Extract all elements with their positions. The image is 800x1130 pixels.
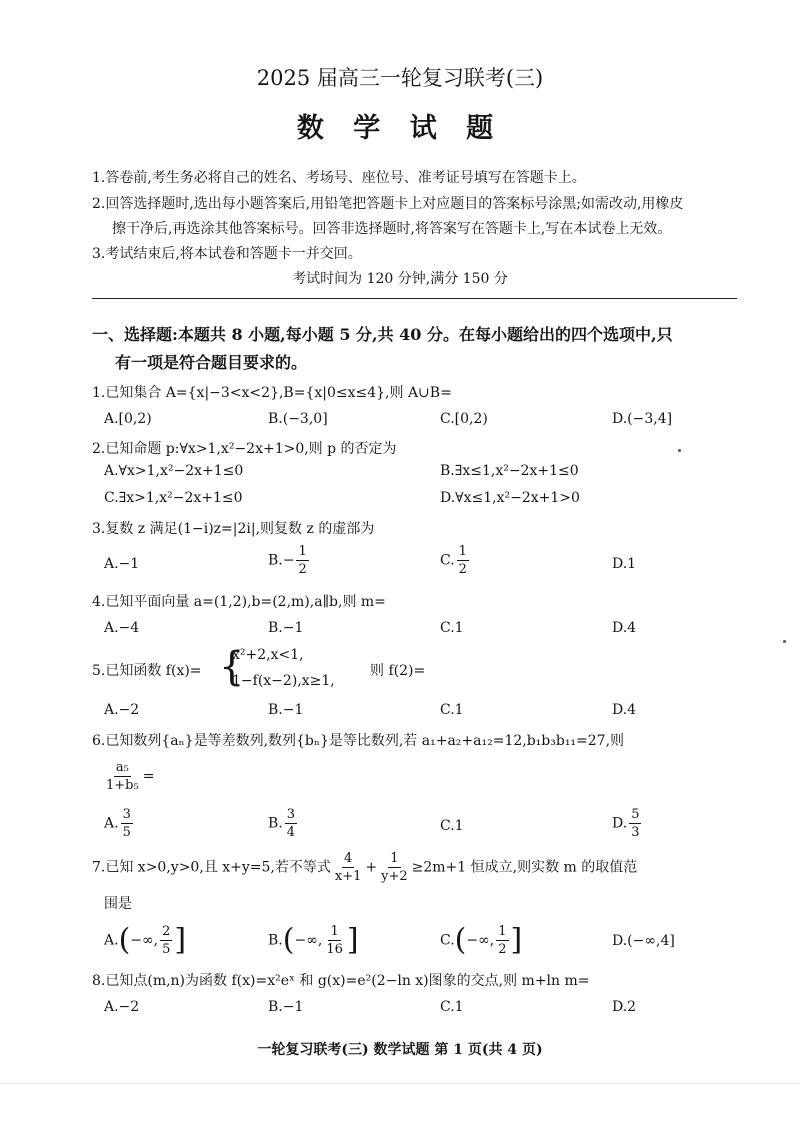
- q7-frac2-num: 1: [390, 851, 399, 866]
- q7-option-b-label: B.: [268, 932, 283, 949]
- q5-case1: x²+2,x<1,: [232, 647, 304, 663]
- q6-option-b-num: 3: [286, 807, 296, 822]
- q7-option-a-den: 5: [162, 942, 171, 957]
- q3-option-c-num: 1: [458, 544, 467, 559]
- q7-stem-mid: ≥2m+1 恒成立,则实数 m 的取值范: [411, 859, 638, 876]
- scan-bottom-edge: [0, 1083, 800, 1084]
- q5-option-d: D.4: [612, 702, 637, 718]
- q6-option-b-den: 4: [286, 825, 296, 840]
- q7-frac2-den: y+2: [381, 869, 408, 884]
- q2-option-b: B.∃x≤1,x²−2x+1≤0: [440, 463, 579, 479]
- q8-option-a: A.−2: [104, 999, 140, 1015]
- q2-option-d: D.∀x≤1,x²−2x+1>0: [440, 490, 580, 506]
- q3-option-b: [268, 545, 311, 576]
- q7-option-b-num: 1: [330, 924, 339, 939]
- instruction-3: 3.考试结束后,将本试卷和答题卡一并交回。: [92, 246, 362, 262]
- q5-stem-prefix: 5.已知函数 f(x)=: [92, 663, 202, 679]
- instruction-2-cont: 擦干净后,再选涂其他答案标号。回答非选择题时,将答案写在答题卡上,写在本试卷上无效。: [112, 221, 672, 237]
- q8-option-d: D.2: [612, 999, 637, 1015]
- q5-brace: {: [219, 644, 245, 690]
- q7-option-d: D.(−∞,4]: [612, 933, 675, 949]
- q6-option-b-label: B.: [268, 815, 283, 832]
- q7-option-a-open: (: [118, 922, 131, 958]
- q1-stem: 1.已知集合 A={x|−3<x<2},B={x|0≤x≤4},则 A∪B=: [92, 385, 452, 401]
- q6-option-b: [268, 808, 299, 839]
- q5-stem-suffix: 则 f(2)=: [370, 663, 426, 679]
- q3-option-c-label: C.: [440, 552, 455, 569]
- q7-plus: +: [365, 859, 378, 876]
- q7-option-b-fraction: [324, 925, 345, 956]
- q1-option-c: C.[0,2): [440, 411, 488, 427]
- q3-fraction-den: 2: [298, 562, 307, 577]
- scan-speck: [783, 640, 786, 643]
- q5-option-b: B.−1: [268, 702, 304, 718]
- q4-option-b: B.−1: [268, 620, 304, 636]
- q6-option-a: [104, 808, 135, 839]
- q7-option-c-close: ]: [510, 922, 523, 958]
- q5-option-c: C.1: [440, 702, 464, 718]
- q1-option-b: B.(−3,0]: [268, 411, 328, 427]
- q7-option-b: [268, 922, 359, 958]
- q6-expression-fraction: [104, 761, 141, 792]
- q3-option-b-label: B.−: [268, 552, 295, 569]
- q6-option-d-den: 3: [631, 825, 640, 840]
- time-info: 考试时间为 120 分钟,满分 150 分: [292, 271, 508, 287]
- q7-option-b-open: (: [282, 922, 295, 958]
- q7-stem-prefix: 7.已知 x>0,y>0,且 x+y=5,若不等式: [92, 859, 331, 876]
- q6-expr-den: 1+b₅: [106, 778, 139, 793]
- q7-option-c-num: 1: [498, 924, 507, 939]
- q7-option-c-neginf: −∞,: [466, 932, 495, 949]
- q7-option-c-open: (: [454, 922, 467, 958]
- exam-title: 2025 届高三一轮复习联考(三): [256, 66, 544, 90]
- q2-option-c: C.∃x>1,x²−2x+1≤0: [104, 490, 243, 506]
- q3-option-a: A.−1: [104, 556, 140, 572]
- q6-option-a-num: 3: [122, 807, 131, 822]
- q3-option-d: D.1: [612, 556, 637, 572]
- q8-option-c: C.1: [440, 999, 464, 1015]
- q4-option-a: A.−4: [104, 620, 140, 636]
- q5-option-a: A.−2: [104, 702, 140, 718]
- q6-option-a-fraction: [121, 808, 133, 839]
- q7-frac1-num: 4: [343, 851, 353, 866]
- q6-option-a-den: 5: [122, 825, 131, 840]
- section1-heading-cont: 有一项是符合题目要求的。: [115, 353, 308, 372]
- q4-option-d: D.4: [612, 620, 637, 636]
- q7-fraction-2: [379, 852, 410, 883]
- q7-option-a-close: ]: [174, 922, 187, 958]
- q1-option-a: A.[0,2): [104, 411, 152, 427]
- q3-fraction-num: 1: [298, 544, 307, 559]
- q4-stem: 4.已知平面向量 a=(1,2),b=(2,m),a∥b,则 m=: [92, 594, 386, 610]
- q3-option-c: [440, 545, 471, 576]
- q7-option-a-fraction: [160, 925, 172, 956]
- q3-option-c-den: 2: [458, 562, 467, 577]
- q8-stem: 8.已知点(m,n)为函数 f(x)=x²eˣ 和 g(x)=e²(2−ln x)图象的交点,则 m+ln m=: [92, 973, 590, 989]
- section1-heading: 一、选择题:本题共 8 小题,每小题 5 分,共 40 分。在每小题给出的四个选项中,只: [92, 325, 673, 344]
- q3-option-c-fraction: [457, 545, 469, 576]
- q7-option-a: [104, 922, 187, 958]
- q2-option-a: A.∀x>1,x²−2x+1≤0: [104, 463, 244, 479]
- q4-option-c: C.1: [440, 620, 464, 636]
- q2-stem: 2.已知命题 p:∀x>1,x²−2x+1>0,则 p 的否定为: [92, 441, 397, 457]
- q7-option-c-label: C.: [440, 932, 455, 949]
- page-footer: 一轮复习联考(三) 数学试题 第 1 页(共 4 页): [257, 1042, 543, 1058]
- q3-stem: 3.复数 z 满足(1−i)z=|2i|,则复数 z 的虚部为: [92, 521, 375, 537]
- q7-option-a-num: 2: [162, 924, 171, 939]
- q6-option-d-label: D.: [612, 815, 628, 832]
- q7-option-a-neginf: −∞,: [130, 932, 159, 949]
- q8-option-b: B.−1: [268, 999, 304, 1015]
- q6-expr-num: a₅: [115, 760, 129, 775]
- q6-stem: 6.已知数列{aₙ}是等差数列,数列{bₙ}是等比数列,若 a₁+a₂+a₁₂=12,b₁b₃b₁₁=27,则: [92, 733, 625, 749]
- q7-option-c-den: 2: [498, 942, 507, 957]
- q6-option-d-fraction: [629, 808, 641, 839]
- instruction-2: 2.回答选择题时,选出每小题答案后,用铅笔把答题卡上对应题目的答案标号涂黑;如需改动,用橡皮: [92, 196, 684, 212]
- q7-option-c: [440, 922, 523, 958]
- q7-stem-line2: 围是: [104, 896, 132, 912]
- q5-case2: 1−f(x−2),x≥1,: [232, 673, 335, 689]
- q6-expression: [102, 761, 154, 792]
- header-divider: [92, 298, 737, 299]
- q6-option-d-num: 5: [631, 807, 640, 822]
- q7-option-c-fraction: [496, 925, 508, 956]
- scan-speck: [678, 449, 681, 452]
- q3-option-b-fraction: [296, 545, 308, 576]
- q7-frac1-den: x+1: [334, 869, 362, 884]
- q6-option-a-label: A.: [104, 815, 119, 832]
- q6-option-d: [612, 808, 643, 839]
- q7-fraction-1: [333, 852, 364, 883]
- q6-expr-tail: =: [142, 768, 155, 785]
- q7-option-b-close: ]: [346, 922, 359, 958]
- subject-title: 数 学 试 题: [296, 113, 504, 144]
- q7-option-b-den: 16: [326, 942, 343, 957]
- q6-option-c: C.1: [440, 818, 464, 834]
- q7-option-a-label: A.: [104, 932, 119, 949]
- instruction-1: 1.答卷前,考生务必将自己的姓名、考场号、座位号、准考证号填写在答题卡上。: [92, 170, 586, 186]
- q7-option-b-neginf: −∞,: [294, 932, 323, 949]
- q7-stem-line1: [92, 852, 637, 883]
- q6-option-b-fraction: [285, 808, 297, 839]
- q1-option-d: D.(−3,4]: [612, 411, 673, 427]
